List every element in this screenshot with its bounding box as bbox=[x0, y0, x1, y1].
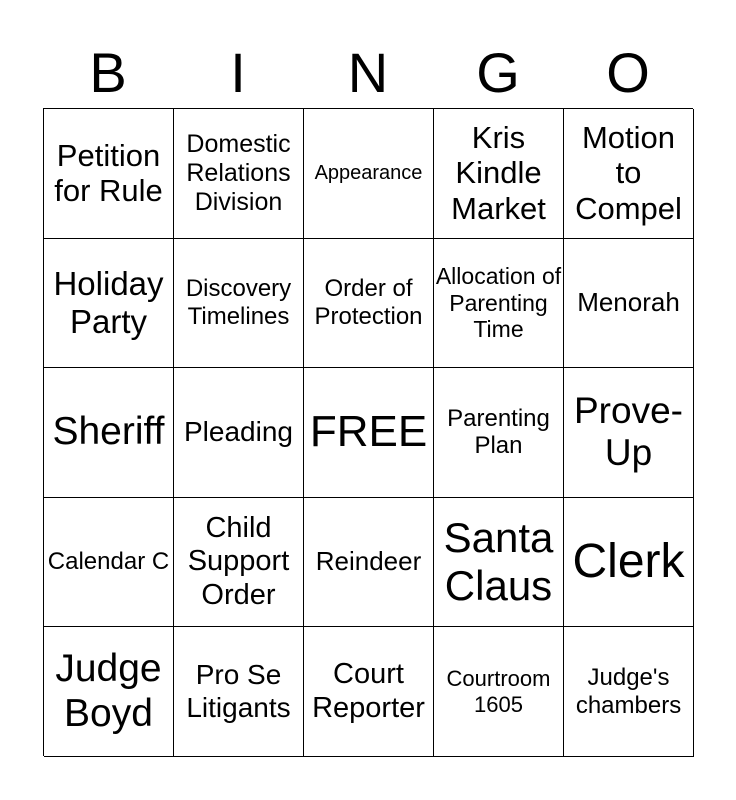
bingo-cell[interactable] bbox=[434, 239, 564, 369]
bingo-cell-label: FREE bbox=[309, 407, 428, 457]
bingo-cell-label: Prove-Up bbox=[574, 389, 683, 474]
bingo-card-grid bbox=[43, 108, 693, 756]
bingo-cell[interactable] bbox=[434, 109, 564, 239]
bingo-cell[interactable] bbox=[174, 627, 304, 757]
bingo-cell-label: Courtroom 1605 bbox=[446, 666, 551, 717]
bingo-cell[interactable] bbox=[44, 109, 174, 239]
bingo-cell-label: Appearance bbox=[314, 161, 423, 184]
free-space-cell[interactable] bbox=[304, 368, 434, 498]
bingo-header bbox=[43, 38, 693, 108]
header-letter-n: N bbox=[347, 41, 389, 104]
bingo-cell-label: Judge's chambers bbox=[575, 664, 682, 719]
header-letter-o: O bbox=[606, 41, 650, 104]
bingo-cell[interactable] bbox=[304, 109, 434, 239]
bingo-cell-label: Order of Protection bbox=[314, 275, 423, 330]
bingo-cell[interactable] bbox=[434, 368, 564, 498]
bingo-cell-label: Child Support Order bbox=[187, 512, 290, 611]
bingo-cell-label: Santa Claus bbox=[443, 513, 554, 610]
bingo-cell[interactable] bbox=[564, 368, 694, 498]
bingo-cell[interactable] bbox=[434, 498, 564, 628]
bingo-cell-label: Court Reporter bbox=[312, 658, 425, 724]
bingo-cell-label: Reindeer bbox=[315, 546, 422, 577]
bingo-cell-label: Motion to Compel bbox=[575, 119, 682, 227]
header-letter-i: I bbox=[230, 41, 246, 104]
bingo-cell[interactable] bbox=[434, 627, 564, 757]
bingo-cell[interactable] bbox=[564, 239, 694, 369]
bingo-cell-label: Menorah bbox=[577, 286, 680, 317]
header-letter-g: G bbox=[476, 41, 520, 104]
bingo-cell-label: Parenting Plan bbox=[447, 404, 550, 460]
bingo-cell[interactable] bbox=[44, 239, 174, 369]
bingo-cell-label: Judge Boyd bbox=[55, 646, 162, 735]
bingo-cell[interactable] bbox=[174, 239, 304, 369]
bingo-cell-label: Domestic Relations Division bbox=[186, 130, 291, 216]
bingo-cell-label: Sheriff bbox=[52, 410, 165, 454]
bingo-cell[interactable] bbox=[174, 498, 304, 628]
bingo-cell[interactable] bbox=[174, 368, 304, 498]
bingo-cell[interactable] bbox=[564, 109, 694, 239]
bingo-cell-label: Calendar C bbox=[47, 548, 170, 576]
bingo-cell[interactable] bbox=[564, 627, 694, 757]
bingo-cell[interactable] bbox=[304, 498, 434, 628]
bingo-cell[interactable] bbox=[304, 627, 434, 757]
bingo-cell[interactable] bbox=[44, 627, 174, 757]
header-letter-b: B bbox=[89, 41, 127, 104]
bingo-cell-label: Holiday Party bbox=[53, 264, 164, 340]
bingo-cell[interactable] bbox=[174, 109, 304, 239]
bingo-cell[interactable] bbox=[564, 498, 694, 628]
bingo-cell[interactable] bbox=[304, 239, 434, 369]
bingo-cell[interactable] bbox=[44, 498, 174, 628]
bingo-cell-label: Kris Kindle Market bbox=[451, 119, 546, 227]
bingo-cell-label: Discovery Timelines bbox=[185, 275, 292, 330]
bingo-cell-label: Pro Se Litigants bbox=[186, 659, 291, 723]
bingo-cell-label: Petition for Rule bbox=[54, 137, 163, 209]
bingo-cell-label: Clerk bbox=[572, 535, 685, 589]
bingo-cell-label: Allocation of Parenting Time bbox=[435, 263, 562, 343]
bingo-cell[interactable] bbox=[44, 368, 174, 498]
bingo-cell-label: Pleading bbox=[184, 416, 293, 448]
